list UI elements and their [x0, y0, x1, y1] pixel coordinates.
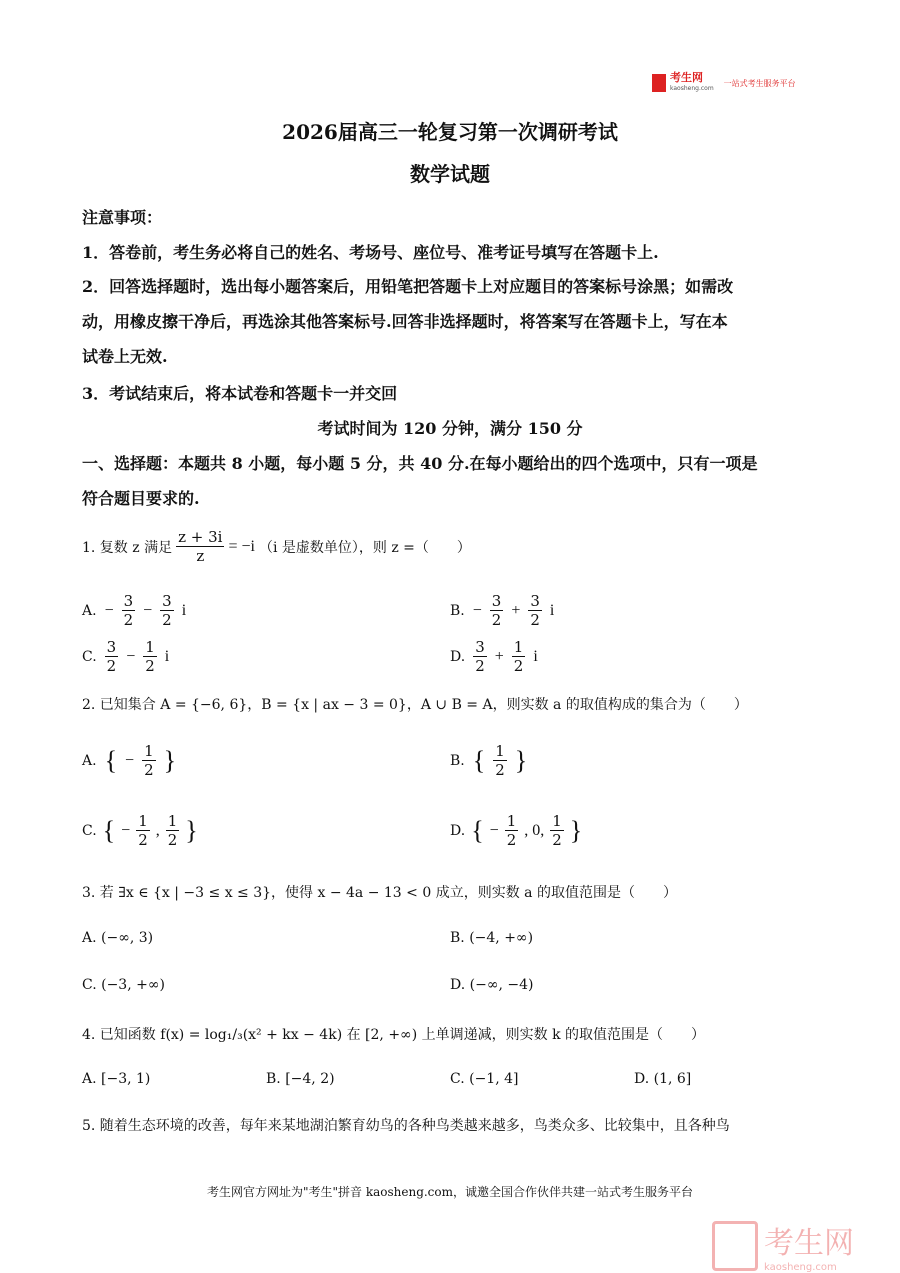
footer-text: 考生网官方网址为"考生"拼音 kaosheng.com，诚邀全国合作伙伴共建一站式考生服务平台 — [206, 1185, 694, 1199]
notice-2a: 2．回答选择题时，选出每小题答案后，用铅笔把答题卡上对应题目的答案标号涂黑；如需改 — [82, 277, 734, 296]
notice-2c: 试卷上无效. — [82, 347, 168, 366]
q3-option-c: C. (−3, +∞) — [82, 977, 165, 993]
q2-option-c: C. { − $\frac{1}{2}$ , $\frac{1}{2}$ } — [82, 812, 198, 849]
q1-fraction: $\frac{z + 3i}{z}$ — [178, 528, 223, 565]
page-title: 2026届高三一轮复习第一次调研考试 — [282, 120, 618, 144]
q3-option-a: A. (−∞, 3) — [82, 930, 154, 946]
watermark: 考生网 kaosheng.com — [712, 1218, 854, 1273]
question-3: 3. 若 ∃x ∈ {x | −3 ≤ x ≤ 3}，使得 x − 4a − 13 < 0 成立，则实数 a 的取值范围是（ ） — [82, 885, 677, 901]
watermark-icon — [712, 1221, 758, 1271]
time-info: 考试时间为 120 分钟，满分 150 分 — [317, 419, 583, 438]
q4-option-a: A. [−3, 1) — [82, 1071, 151, 1087]
logo-slogan: 一站式考生服务平台 — [723, 78, 796, 88]
notice-heading: 注意事项： — [82, 208, 163, 227]
q4-option-b: B. [−4, 2) — [266, 1071, 335, 1087]
q1-option-d: D. $\frac{3}{2}$ + $\frac{1}{2}$ i — [450, 638, 538, 675]
header-logo — [652, 72, 796, 94]
logo-text: 考生网 kaosheng.com — [670, 71, 714, 92]
q2-option-d: D. { − $\frac{1}{2}$ , 0, $\frac{1}{2}$ } — [450, 812, 583, 849]
q3-option-d: D. (−∞, −4) — [450, 977, 534, 993]
notice-2b: 动，用橡皮擦干净后，再选涂其他答案标号.回答非选择题时，将答案写在答题卡上，写在本 — [82, 312, 728, 331]
q1-option-b: B. − $\frac{3}{2}$ + $\frac{3}{2}$ i — [450, 592, 555, 629]
notice-1: 1．答卷前，考生务必将自己的姓名、考场号、座位号、准考证号填写在答题卡上. — [82, 243, 659, 262]
section-line-b: 符合题目要求的. — [82, 489, 200, 508]
question-2: 2. 已知集合 A = {−6, 6}，B = {x | ax − 3 = 0}，A ∪ B = A，则实数 a 的取值构成的集合为（ ） — [82, 697, 748, 713]
q4-option-d: D. (1, 6] — [634, 1071, 692, 1087]
question-5: 5. 随着生态环境的改善，每年来某地湖泊繁育幼鸟的各种鸟类越来越多，鸟类众多、比较集中，且各种鸟 — [82, 1118, 730, 1134]
q3-option-b: B. (−4, +∞) — [450, 930, 534, 946]
q2-option-b: B. { $\frac{1}{2}$ } — [450, 742, 528, 779]
q1-option-a: A. − $\frac{3}{2}$ − $\frac{3}{2}$ i — [82, 592, 187, 629]
section-line-a: 一、选择题：本题共 8 小题，每小题 5 分，共 40 分.在每小题给出的四个选项中，只有一项是 — [82, 454, 758, 473]
page-subtitle: 数学试题 — [410, 162, 490, 186]
q1-option-c: C. $\frac{3}{2}$ − $\frac{1}{2}$ i — [82, 638, 170, 675]
question-1: 1. 复数 z 满足 $\frac{z + 3i}{z}$ = −i （i 是虚数单位），则 z =（ ） — [82, 528, 471, 565]
logo-icon — [652, 74, 666, 92]
notice-3: 3．考试结束后，将本试卷和答题卡一并交回 — [82, 384, 398, 403]
q2-option-a: A. { − $\frac{1}{2}$ } — [82, 742, 177, 779]
question-4: 4. 已知函数 f(x) = log₁/₃(x² + kx − 4k) 在 [2, +∞) 上单调递减，则实数 k 的取值范围是（ ） — [82, 1027, 706, 1043]
q4-option-c: C. (−1, 4] — [450, 1071, 519, 1087]
